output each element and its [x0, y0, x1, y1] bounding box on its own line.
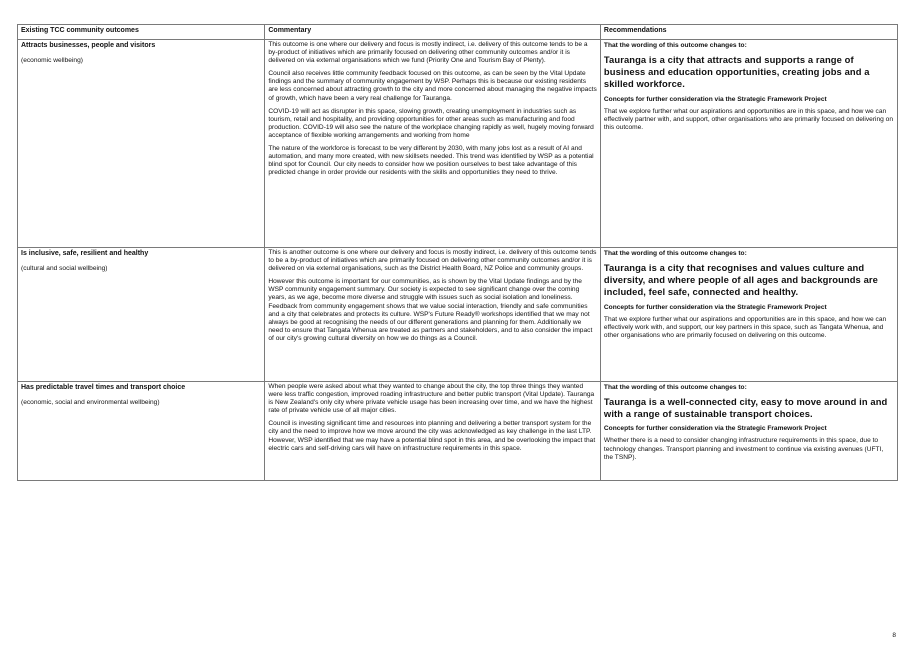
commentary-paragraph: However this outcome is important for our communities, as is shown by the Vital Update findings and by the WSP community engagement summary. Our society is expected to see significant change over the coming years, as we age, become more diverse and struggle with issues such as social isolation and loneliness. Feedback from community engagement shows that we value social interaction, friendly and safe communities and a city that celebrates and protects its culture. WSP's Future Ready® workshops identified that we may not always be good at recognising the needs of our different generations and planning for them. Additionally we need to ensure that Tangata Whenua are treated as partners and stakeholders, and to also consider the impact of our city's growing cultural diversity on how we do things as a Council. [268, 278, 593, 342]
header-row [18, 25, 898, 40]
page-number: 8 [892, 632, 896, 639]
outcome-cell [18, 382, 265, 481]
outcome-wellbeing: (cultural and social wellbeing) [21, 265, 108, 272]
recommendation-cell [600, 382, 897, 481]
outcomes-table [17, 24, 898, 481]
recommendation-cell [600, 248, 897, 382]
outcome-cell [18, 40, 265, 248]
table-row [18, 382, 898, 481]
recommendation-heading: That the wording of this outcome changes to: [603, 250, 747, 257]
recommendation-concepts-heading: Concepts for further consideration via the Strategic Framework Project [603, 95, 827, 103]
outcome-wellbeing: (economic wellbeing) [21, 57, 83, 64]
recommendation-heading: That the wording of this outcome changes to: [603, 42, 747, 49]
commentary-cell [265, 40, 601, 248]
table-row [18, 248, 898, 382]
commentary-cell [265, 248, 601, 382]
recommendation-statement: Tauranga is a well-connected city, easy to move around in and with a range of sustainable transport choices. [603, 396, 888, 420]
commentary-paragraph: This outcome is one where our delivery and focus is mostly indirect, i.e. delivery of this outcome tends to be a by-product of initiatives which are primarily focused on delivering other community outcomes and/or it is delivered on via external organisations which we fund (Priority One and Tourism Bay of Plenty). [268, 41, 588, 65]
commentary-paragraph: Council is investing significant time and resources into planning and delivering a better transport system for the city and the need to improve how we move around the city was acknowledged as key challenge in the last LTP. However, WSP identified that we may have a potential blind spot in this area, and be overlooking the impact that electric cars and self-driving cars will have on infrastructure requirements in this space. [268, 420, 596, 452]
commentary-cell [265, 382, 601, 481]
outcome-title: Has predictable travel times and transport choice [21, 384, 186, 391]
outcome-wellbeing: (economic, social and environmental wellbeing) [21, 399, 160, 406]
header-commentary: Commentary [265, 25, 601, 40]
commentary-paragraph: This is another outcome is one where our delivery and focus is mostly indirect, i.e. delivery of this outcome tends to be a by-product of initiatives which are primarily focused on delivering other community outcomes and/or it is delivered on via external organisations, such as the District Health Board, NZ Police and community groups. [268, 249, 597, 273]
recommendation-text: That we explore further what our aspirations and opportunities are in this space, and how we can effectively work with, and support, our key partners in this space, such as Tangata Whenua, and other organisations who are primarily focused on delivering on this outcome. [603, 315, 887, 339]
recommendation-heading: That the wording of this outcome changes to: [603, 384, 747, 391]
outcome-cell [18, 248, 265, 382]
commentary-paragraph: COVID-19 will act as disrupter in this space, slowing growth, creating unemployment in industries such as tourism, retail and hospitality, and providing opportunities for other areas such as manufacturing and food production. COVID-19 will also see the nature of the workplace changing rapidly as well, hugely moving forward acceptance of flexible working arrangements and working from home [268, 107, 594, 139]
recommendation-text: That we explore further what our aspirations and opportunities are in this space, and how we can effectively partner with, and support, other organisations who are primarily focused on delivering on this outcome. [603, 107, 893, 131]
table-row [18, 40, 898, 248]
recommendation-statement: Tauranga is a city that recognises and values culture and diversity, and where people of all ages and backgrounds are included, feel safe, connected and healthy. [603, 262, 878, 298]
recommendation-concepts-heading: Concepts for further consideration via the Strategic Framework Project [603, 303, 827, 311]
commentary-paragraph: The nature of the workforce is forecast to be very different by 2030, with many jobs lost as a result of AI and automation, and many more created, with new skillsets needed. This trend was identified by WSP as a potential blind spot for Council. Our city needs to consider how we position ourselves to best take advantage of this predicted change in order provide our residents with the skills and opportunities they need to thrive. [268, 145, 594, 177]
commentary-paragraph: Council also receives little community feedback focused on this outcome, as can be seen by the Vital Update findings and the summary of community engagement by WSP. Perhaps this is because our existing residents are less concerned about attracting growth to the city and more concerned about managing the negative impacts of growth, which have been a very real challenge for Tauranga. [268, 70, 597, 102]
recommendation-statement: Tauranga is a city that attracts and supports a range of business and education opportunities, creating jobs and a skilled workforce. [603, 54, 870, 90]
header-outcomes: Existing TCC community outcomes [18, 25, 265, 40]
recommendation-cell [600, 40, 897, 248]
outcome-title: Is inclusive, safe, resilient and healthy [21, 250, 149, 257]
recommendation-concepts-heading: Concepts for further consideration via the Strategic Framework Project [603, 425, 827, 433]
recommendation-text: Whether there is a need to consider changing infrastructure requirements in this space, due to technology changes. Transport planning and investment to continue via existing avenues (UFTI, the TSNP). [603, 437, 884, 461]
header-recommendations: Recommendations [600, 25, 897, 40]
commentary-paragraph: When people were asked about what they wanted to change about the city, the top three things they wanted were less traffic congestion, improved roading infrastructure and better public transport (Vital Update). Tauranga is New Zealand's only city where private vehicle usage has been increasing over time, and we have the highest rate of private vehicle use of all major cities. [268, 383, 595, 415]
outcome-title: Attracts businesses, people and visitors [21, 42, 156, 49]
